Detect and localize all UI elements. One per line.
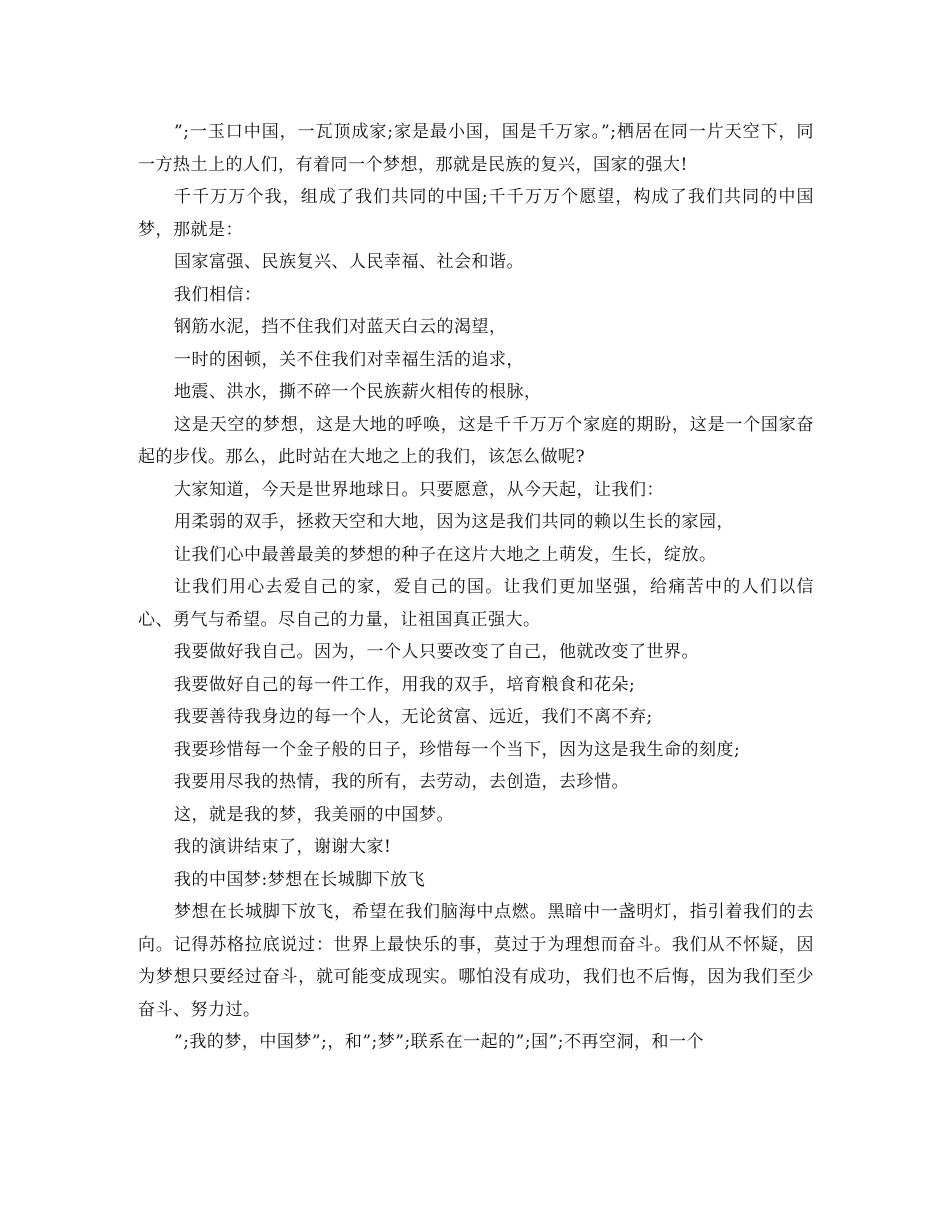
- paragraph: 我要用尽我的热情，我的所有，去劳动，去创造，去珍惜。: [174, 772, 629, 792]
- paragraph: 大家知道，今天是世界地球日。只要愿意，从今天起，让我们：: [174, 479, 664, 500]
- paragraph: 我要珍惜每一个金子般的日子，珍惜每一个当下，因为这是我生命的刻度;: [174, 739, 741, 760]
- paragraph: 用柔弱的双手，拯救天空和大地，因为这是我们共同的赖以生长的家园，: [174, 512, 734, 532]
- paragraph: 我要善待我身边的每一个人，无论贫富、远近，我们不离不弃;: [174, 707, 653, 727]
- paragraph: 梦想在长城脚下放飞，希望在我们脑海中点燃。黑暗中一盏明灯，指引着我们的去向。记得苏格拉底说过：世界上最快乐的事，莫过于为理想而奋斗。我们从不怀疑，因为梦想只要经过奋斗，就可能变成现实。哪怕没有成功，我们也不后悔，因为我们至少奋斗、努力过。: [138, 902, 814, 1020]
- paragraph: 国家富强、民族复兴、人民幸福、社会和谐。: [174, 252, 524, 272]
- paragraph: 我要做好我自己。因为，一个人只要改变了自己，他就改变了世界。: [174, 642, 699, 662]
- paragraph: 这是天空的梦想，这是大地的呼唤，这是千千万万个家庭的期盼，这是一个国家奋起的步伐。那么，此时站在大地之上的我们，该怎么做呢?: [138, 414, 814, 467]
- paragraph: 一时的困顿，关不住我们对幸福生活的追求，: [174, 349, 524, 370]
- paragraph: 我要做好自己的每一件工作，用我的双手，培育粮食和花朵;: [174, 674, 636, 695]
- section-heading: 我的中国梦:梦想在长城脚下放飞: [174, 869, 426, 890]
- document-body: [138, 116, 814, 1059]
- paragraph: 我的演讲结束了，谢谢大家!: [174, 837, 392, 857]
- paragraph: 钢筋水泥，挡不住我们对蓝天白云的渴望，: [174, 317, 507, 337]
- paragraph: 让我们心中最善最美的梦想的种子在这片大地之上萌发，生长，绽放。: [174, 544, 717, 565]
- paragraph: 地震、洪水，撕不碎一个民族薪火相传的根脉，: [174, 382, 542, 402]
- paragraph: 让我们用心去爱自己的家，爱自己的国。让我们更加坚强，给痛苦中的人们以信心、勇气与希望。尽自己的力量，让祖国真正强大。: [138, 577, 814, 630]
- paragraph: ”;我的梦，中国梦”;，和”;梦”;联系在一起的”;国”;不再空洞，和一个: [174, 1032, 705, 1052]
- paragraph: 这，就是我的梦，我美丽的中国梦。: [174, 804, 454, 825]
- paragraph: ”;一玉口中国，一瓦顶成家;家是最小国，国是千万家。”;栖居在同一片天空下，同一方热土上的人们，有着同一个梦想，那就是民族的复兴，国家的强大!: [138, 122, 814, 175]
- paragraph: 千千万万个我，组成了我们共同的中国;千千万万个愿望，构成了我们共同的中国梦，那就是：: [138, 187, 814, 240]
- paragraph: 我们相信：: [174, 284, 262, 305]
